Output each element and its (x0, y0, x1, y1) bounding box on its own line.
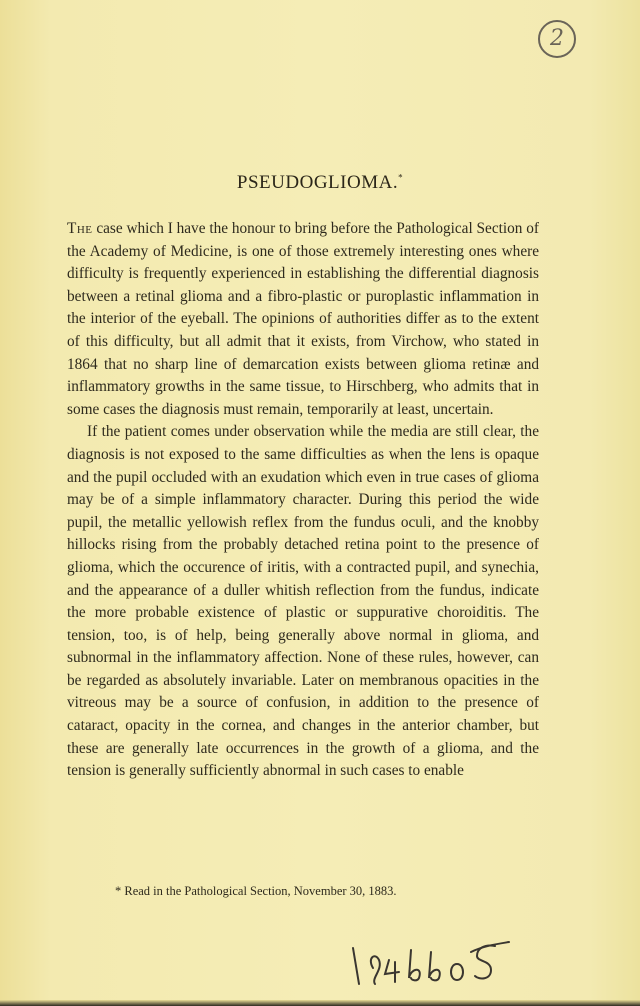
circled-page-number: 2 (538, 20, 576, 58)
paragraph-2 (67, 421, 539, 783)
handwritten-inscription (345, 938, 515, 988)
title-footnote-mark: * (398, 172, 404, 183)
paragraph-1-lead: The (67, 220, 93, 237)
paragraph-1 (67, 218, 539, 421)
footnote: * Read in the Pathological Section, November 30, 1883. (115, 884, 397, 898)
page-title (0, 172, 640, 194)
title-text: PSEUDOGLIOMA. (236, 172, 399, 193)
page-bottom-edge (0, 1000, 640, 1006)
paragraph-2-text: If the patient comes under observation while the media are still clear, the diagnosis is not exposed to the same difficulties as when the lens is opaque and the pupil occluded with an exudation which even in true cases of glioma may be of a simple inflammatory character. During this period the wide pupil, the metallic yellowish reflex from the fundus oculi, and the knobby hillocks rising from the probably detached retina point to the presence of glioma, which the occurence of iritis, with a contracted pupil, and synechia, and the appearance of a duller whitish reflection from the fundus, indicate the more probable existence of plastic or suppurative choroiditis. The tension, too, is of help, being generally above normal in glioma, and subnormal in the inflammatory affection. None of these rules, however, can be regarded as absolutely invariable. Later on membranous opacities in the vitreous may be a source of confusion, in addition to the presence of cataract, opacity in the cornea, and changes in the anterior chamber, but these are generally late occurrences in the growth of a glioma, and the tension is generally sufficiently abnormal in such cases to enable (67, 423, 539, 780)
body-text (67, 218, 539, 783)
paragraph-1-text: case which I have the honour to bring before the Pathological Section of the Academy of Medicine, is one of those extremely interesting ones where difficulty is frequently experienced in establishing the differential diagnosis between a retinal glioma and a fibro-plastic or puroplastic inflammation in the interior of the eyeball. The opinions of authorities differ as to the extent of this difficulty, but all admit that it exists, from Virchow, who stated in 1864 that no sharp line of demarcation exists between glioma retinæ and inflammatory growths in the same tissue, to Hirschberg, who admits that in some cases the diagnosis must remain, temporarily at least, uncertain. (67, 220, 539, 418)
